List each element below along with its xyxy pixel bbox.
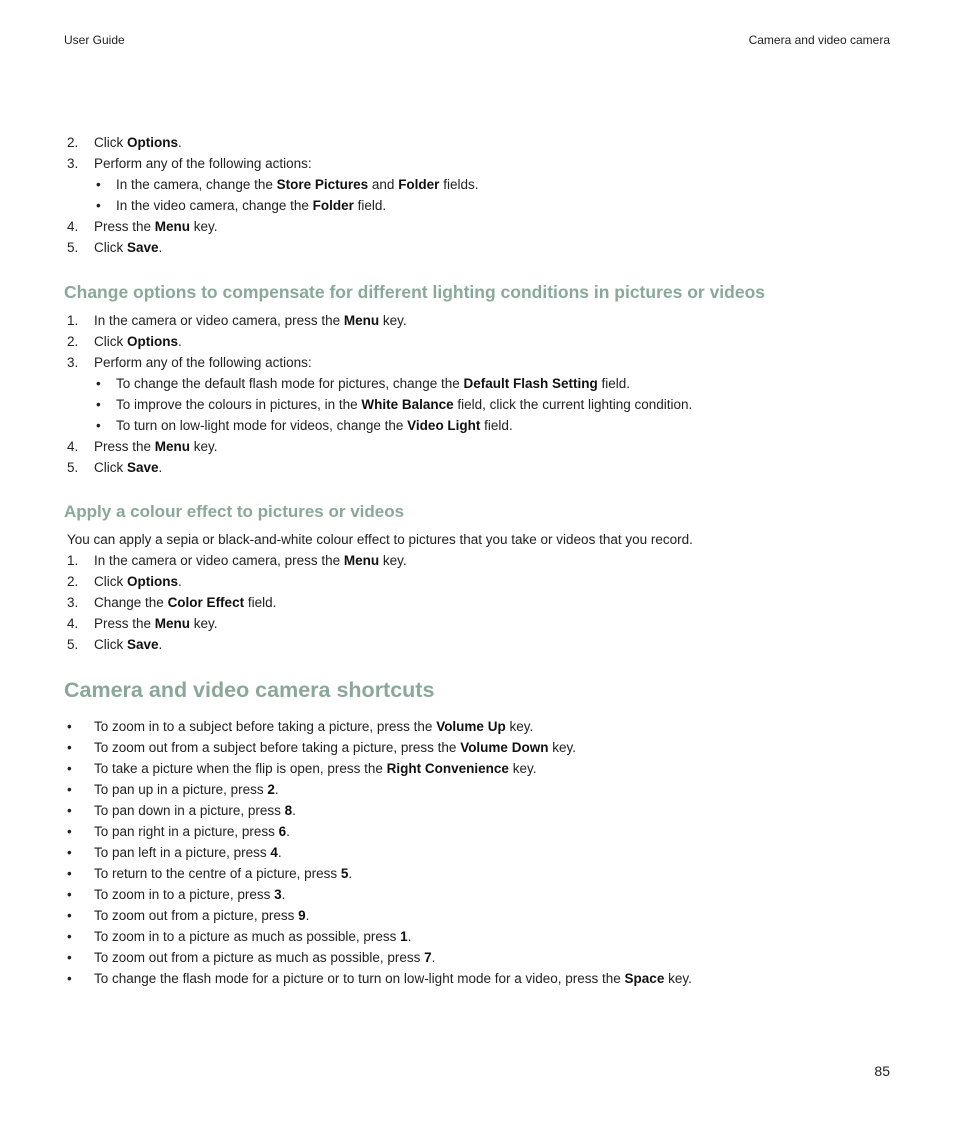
section-heading-colour-effect: Apply a colour effect to pictures or videos <box>64 502 405 521</box>
step-item <box>64 237 894 258</box>
item-text <box>94 926 411 947</box>
step-item <box>64 571 894 592</box>
step-item <box>64 132 894 153</box>
text-run: In the camera or video camera, press the <box>94 313 344 328</box>
item-text <box>94 821 290 842</box>
text-run: To change the flash mode for a picture or to turn on low-light mode for a video, press the <box>94 971 625 986</box>
text-run: . <box>286 824 290 839</box>
bullet-item <box>64 394 894 415</box>
bullet-marker: • <box>67 929 72 944</box>
text-run: . <box>178 135 182 150</box>
ui-term: 9 <box>298 908 306 923</box>
bullet-item <box>64 884 894 905</box>
text-run: . <box>292 803 296 818</box>
steps-list-top <box>64 132 894 258</box>
text-run: In the camera, change the <box>116 177 277 192</box>
bullet-item <box>64 415 894 436</box>
step-number: 5. <box>67 240 79 255</box>
text-run: In the video camera, change the <box>116 198 313 213</box>
item-text <box>94 716 533 737</box>
text-run: key. <box>190 219 218 234</box>
ui-term: Color Effect <box>167 595 245 610</box>
intro-paragraph: You can apply a sepia or black-and-white colour effect to pictures that you take or videos that you record. <box>67 532 693 547</box>
text-run: key. <box>379 553 407 568</box>
text-run: Click <box>94 334 127 349</box>
bullet-marker: • <box>67 719 72 734</box>
text-run: field. <box>480 418 513 433</box>
ui-term: 1 <box>400 929 408 944</box>
text-run: . <box>348 866 353 881</box>
text-run: field. <box>353 198 387 213</box>
item-text <box>94 310 407 331</box>
step-item <box>64 613 894 634</box>
text-run: Press the <box>94 616 155 631</box>
text-run: key. <box>664 971 692 986</box>
text-run: fields. <box>439 177 479 192</box>
item-text <box>94 237 162 258</box>
text-run: To zoom out from a picture, press <box>94 908 299 923</box>
item-text <box>94 884 285 905</box>
text-run: . <box>305 908 310 923</box>
text-run: Click <box>94 574 127 589</box>
item-text <box>94 634 162 655</box>
text-run: Click <box>94 240 127 255</box>
item-text <box>94 216 218 237</box>
ui-term: 7 <box>424 950 432 965</box>
bullet-item <box>64 947 894 968</box>
step-item <box>64 153 894 174</box>
ui-term: Menu <box>154 439 191 454</box>
steps-list-lighting <box>64 310 894 478</box>
text-run: Change the <box>94 595 168 610</box>
text-run: To turn on low-light mode for videos, change the <box>116 418 408 433</box>
item-text <box>94 592 276 613</box>
item-text <box>94 132 182 153</box>
item-text <box>116 415 513 436</box>
bullet-marker: • <box>96 198 101 213</box>
bullet-item <box>64 174 894 195</box>
text-run: . <box>431 950 436 965</box>
bullet-marker: • <box>67 845 72 860</box>
ui-term: Space <box>624 971 665 986</box>
section-heading-lighting: Change options to compensate for different lighting conditions in pictures or videos <box>64 282 766 302</box>
ui-term: Right Convenience <box>386 761 509 776</box>
item-text <box>94 905 309 926</box>
item-text <box>94 331 182 352</box>
step-number: 4. <box>67 219 79 234</box>
ui-term: Menu <box>154 616 191 631</box>
ui-term: Save <box>127 460 159 475</box>
ui-term: 5 <box>340 866 349 881</box>
item-text <box>116 373 630 394</box>
text-run: To zoom out from a subject before taking a picture, press the <box>94 740 461 755</box>
bullet-marker: • <box>67 824 72 839</box>
text-run: Perform any of the following actions: <box>94 355 312 370</box>
bullet-item <box>64 800 894 821</box>
bullet-item <box>64 863 894 884</box>
ui-term: Folder <box>312 198 354 213</box>
step-number: 5. <box>67 460 79 475</box>
bullet-marker: • <box>67 866 72 881</box>
step-number: 3. <box>67 595 79 610</box>
text-run: Click <box>94 460 127 475</box>
item-text <box>94 737 576 758</box>
bullet-marker: • <box>67 971 72 986</box>
colour-effect-intro <box>64 529 894 550</box>
step-number: 2. <box>67 574 79 589</box>
step-item <box>64 592 894 613</box>
step-item <box>64 634 894 655</box>
ui-term: Menu <box>343 553 380 568</box>
item-text <box>116 195 386 216</box>
bullet-marker: • <box>67 950 72 965</box>
step-item <box>64 352 894 373</box>
item-text <box>116 174 478 195</box>
ui-term: Store Pictures <box>276 177 369 192</box>
text-run: key. <box>548 740 576 755</box>
item-text <box>94 550 407 571</box>
text-run: To change the default flash mode for pictures, change the <box>116 376 464 391</box>
bullet-item <box>64 373 894 394</box>
page-number: 85 <box>874 1063 890 1079</box>
ui-term: Menu <box>343 313 380 328</box>
text-run: To zoom in to a picture, press <box>94 887 275 902</box>
ui-term: Volume Up <box>436 719 506 734</box>
ui-term: 8 <box>284 803 293 818</box>
text-run: Click <box>94 135 127 150</box>
bullet-marker: • <box>96 397 101 412</box>
ui-term: Folder <box>398 177 440 192</box>
bullet-item <box>64 737 894 758</box>
bullet-item <box>64 905 894 926</box>
bullet-marker: • <box>67 908 72 923</box>
text-run: To pan left in a picture, press <box>94 845 271 860</box>
text-run: . <box>178 334 182 349</box>
ui-term: 6 <box>278 824 287 839</box>
step-item <box>64 436 894 457</box>
step-item <box>64 550 894 571</box>
text-run: To pan up in a picture, press <box>94 782 268 797</box>
item-text <box>94 758 536 779</box>
bullet-item <box>64 821 894 842</box>
ui-term: Save <box>127 240 159 255</box>
bullet-marker: • <box>67 782 72 797</box>
step-number: 2. <box>67 334 79 349</box>
item-text <box>94 457 162 478</box>
bullet-item <box>64 716 894 737</box>
text-run: . <box>158 637 163 652</box>
text-run: To pan right in a picture, press <box>94 824 279 839</box>
text-run: Press the <box>94 439 155 454</box>
item-text <box>94 947 435 968</box>
bullet-item <box>64 758 894 779</box>
item-text <box>94 436 218 457</box>
ui-term: Options <box>127 574 178 589</box>
text-run: Press the <box>94 219 155 234</box>
step-number: 5. <box>67 637 79 652</box>
step-item <box>64 331 894 352</box>
text-run: key. <box>505 719 534 734</box>
step-number: 1. <box>67 553 79 568</box>
text-run: To zoom out from a picture as much as possible, press <box>94 950 425 965</box>
text-run: To zoom in to a picture as much as possible, press <box>94 929 401 944</box>
text-run: To return to the centre of a picture, press <box>94 866 341 881</box>
ui-term: 3 <box>274 887 282 902</box>
item-text <box>94 571 182 592</box>
step-number: 3. <box>67 355 79 370</box>
ui-term: Video Light <box>407 418 481 433</box>
step-number: 4. <box>67 616 79 631</box>
item-text <box>94 613 218 634</box>
bullet-item <box>64 779 894 800</box>
text-run: . <box>158 460 163 475</box>
bullet-marker: • <box>96 177 101 192</box>
text-run: and <box>368 177 399 192</box>
bullet-marker: • <box>96 376 101 391</box>
item-text <box>94 352 312 373</box>
text-run: Click <box>94 637 127 652</box>
item-text <box>94 153 312 174</box>
text-run: key. <box>379 313 407 328</box>
text-run: To take a picture when the flip is open, press the <box>94 761 387 776</box>
text-run: key. <box>190 439 218 454</box>
running-header-right: Camera and video camera <box>748 33 890 47</box>
bullet-marker: • <box>67 803 72 818</box>
section-heading-shortcuts: Camera and video camera shortcuts <box>64 678 435 702</box>
step-number: 1. <box>67 313 79 328</box>
text-run: field. <box>244 595 277 610</box>
text-run: . <box>277 845 282 860</box>
steps-list-colour-effect <box>64 550 894 655</box>
text-run: key. <box>508 761 537 776</box>
text-run: To zoom in to a subject before taking a picture, press the <box>94 719 437 734</box>
ui-term: Save <box>127 637 159 652</box>
text-run: field, click the current lighting condition. <box>453 397 693 412</box>
text-run: . <box>407 929 412 944</box>
bullet-marker: • <box>67 887 72 902</box>
text-run: Perform any of the following actions: <box>94 156 312 171</box>
item-text <box>94 968 692 989</box>
ui-term: Menu <box>154 219 191 234</box>
step-number: 4. <box>67 439 79 454</box>
text-run: To improve the colours in pictures, in the <box>116 397 362 412</box>
ui-term: Options <box>127 135 178 150</box>
text-run: In the camera or video camera, press the <box>94 553 344 568</box>
text-run: . <box>281 887 286 902</box>
bullet-item <box>64 195 894 216</box>
ui-term: White Balance <box>361 397 454 412</box>
text-run: key. <box>190 616 218 631</box>
bullet-item <box>64 926 894 947</box>
ui-term: Default Flash Setting <box>463 376 598 391</box>
step-number: 3. <box>67 156 79 171</box>
bullet-marker: • <box>67 740 72 755</box>
item-text <box>94 842 282 863</box>
text-run: field. <box>597 376 631 391</box>
step-item <box>64 310 894 331</box>
shortcuts-list <box>64 716 894 989</box>
item-text <box>116 394 692 415</box>
text-run: . <box>178 574 182 589</box>
text-run: . <box>274 782 279 797</box>
ui-term: 2 <box>267 782 275 797</box>
bullet-item <box>64 968 894 989</box>
running-header-left: User Guide <box>64 33 125 47</box>
step-item <box>64 457 894 478</box>
bullet-item <box>64 842 894 863</box>
bullet-marker: • <box>96 418 101 433</box>
text-run: . <box>158 240 163 255</box>
item-text <box>94 779 279 800</box>
bullet-marker: • <box>67 761 72 776</box>
ui-term: 4 <box>270 845 278 860</box>
item-text <box>94 863 352 884</box>
text-run: To pan down in a picture, press <box>94 803 285 818</box>
step-item <box>64 216 894 237</box>
step-number: 2. <box>67 135 79 150</box>
ui-term: Options <box>127 334 178 349</box>
item-text <box>94 800 296 821</box>
ui-term: Volume Down <box>460 740 549 755</box>
